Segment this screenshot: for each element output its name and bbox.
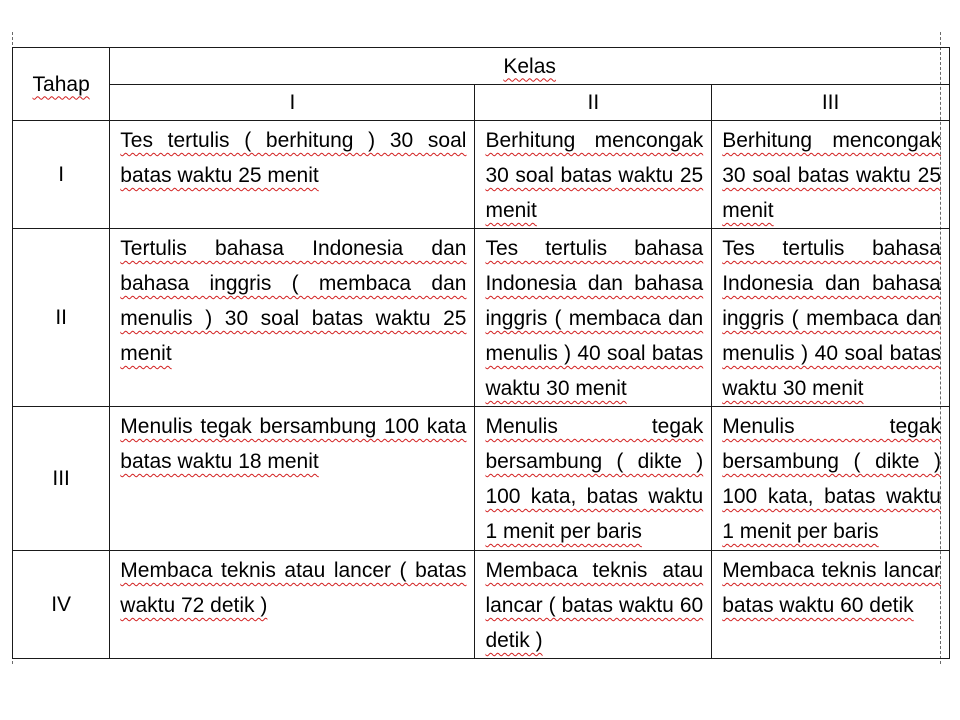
cell-text: Tertulis bahasa Indonesia dan bahasa inggris ( membaca dan menulis ) 30 soal batas waktu 25 menit [120, 237, 467, 365]
table-cell [712, 551, 950, 659]
cell-text: Menulis tegak bersambung ( dikte ) 100 kata, batas waktu 1 menit per baris [485, 415, 704, 543]
header-kelas-cell [110, 48, 950, 85]
table-cell [475, 407, 712, 551]
tahap-cell: II [13, 229, 110, 407]
cell-text: Membaca teknis lancar batas waktu 60 detik [722, 559, 941, 617]
cell-text: Menulis tegak bersambung 100 kata batas waktu 18 menit [120, 415, 467, 473]
table-row [13, 551, 950, 659]
table-cell [475, 551, 712, 659]
tahap-cell: III [13, 407, 110, 551]
cell-text: Tes tertulis ( berhitung ) 30 soal batas waktu 25 menit [120, 129, 467, 187]
cell-text: Tes tertulis bahasa Indonesia dan bahasa inggris ( membaca dan menulis ) 40 soal batas waktu 30 menit [485, 237, 704, 400]
header-class-iii: III [712, 85, 950, 121]
header-kelas: Kelas [503, 54, 556, 78]
table-cell [110, 407, 475, 551]
cell-text: Berhitung mencongak 30 soal batas waktu 25 menit [485, 129, 704, 222]
cell-text: Berhitung mencongak 30 soal batas waktu 25 menit [722, 129, 941, 222]
table-row [13, 407, 950, 551]
table-cell [475, 229, 712, 407]
header-tahap: Tahap [32, 72, 90, 96]
table-cell [110, 121, 475, 229]
table-cell [712, 121, 950, 229]
test-schedule-table [12, 47, 950, 659]
tahap-cell: IV [13, 551, 110, 659]
header-class-i: I [110, 85, 475, 121]
tahap-cell: I [13, 121, 110, 229]
header-row-kelas [13, 48, 950, 85]
table-cell [712, 407, 950, 551]
cell-text: Tes tertulis bahasa Indonesia dan bahasa inggris ( membaca dan menulis ) 40 soal batas waktu 30 menit [722, 237, 941, 400]
header-tahap-cell [13, 48, 110, 121]
cell-text: Membaca teknis atau lancar ( batas waktu 60 detik ) [485, 559, 704, 652]
header-class-ii: II [475, 85, 712, 121]
table-row [13, 229, 950, 407]
header-row-classes [13, 85, 950, 121]
cell-text: Membaca teknis atau lancer ( batas waktu 72 detik ) [120, 559, 467, 617]
table-cell [712, 229, 950, 407]
cell-text: Menulis tegak bersambung ( dikte ) 100 kata, batas waktu 1 menit per baris [722, 415, 941, 543]
table-cell [110, 551, 475, 659]
table-cell [110, 229, 475, 407]
table-row [13, 121, 950, 229]
table-cell [475, 121, 712, 229]
